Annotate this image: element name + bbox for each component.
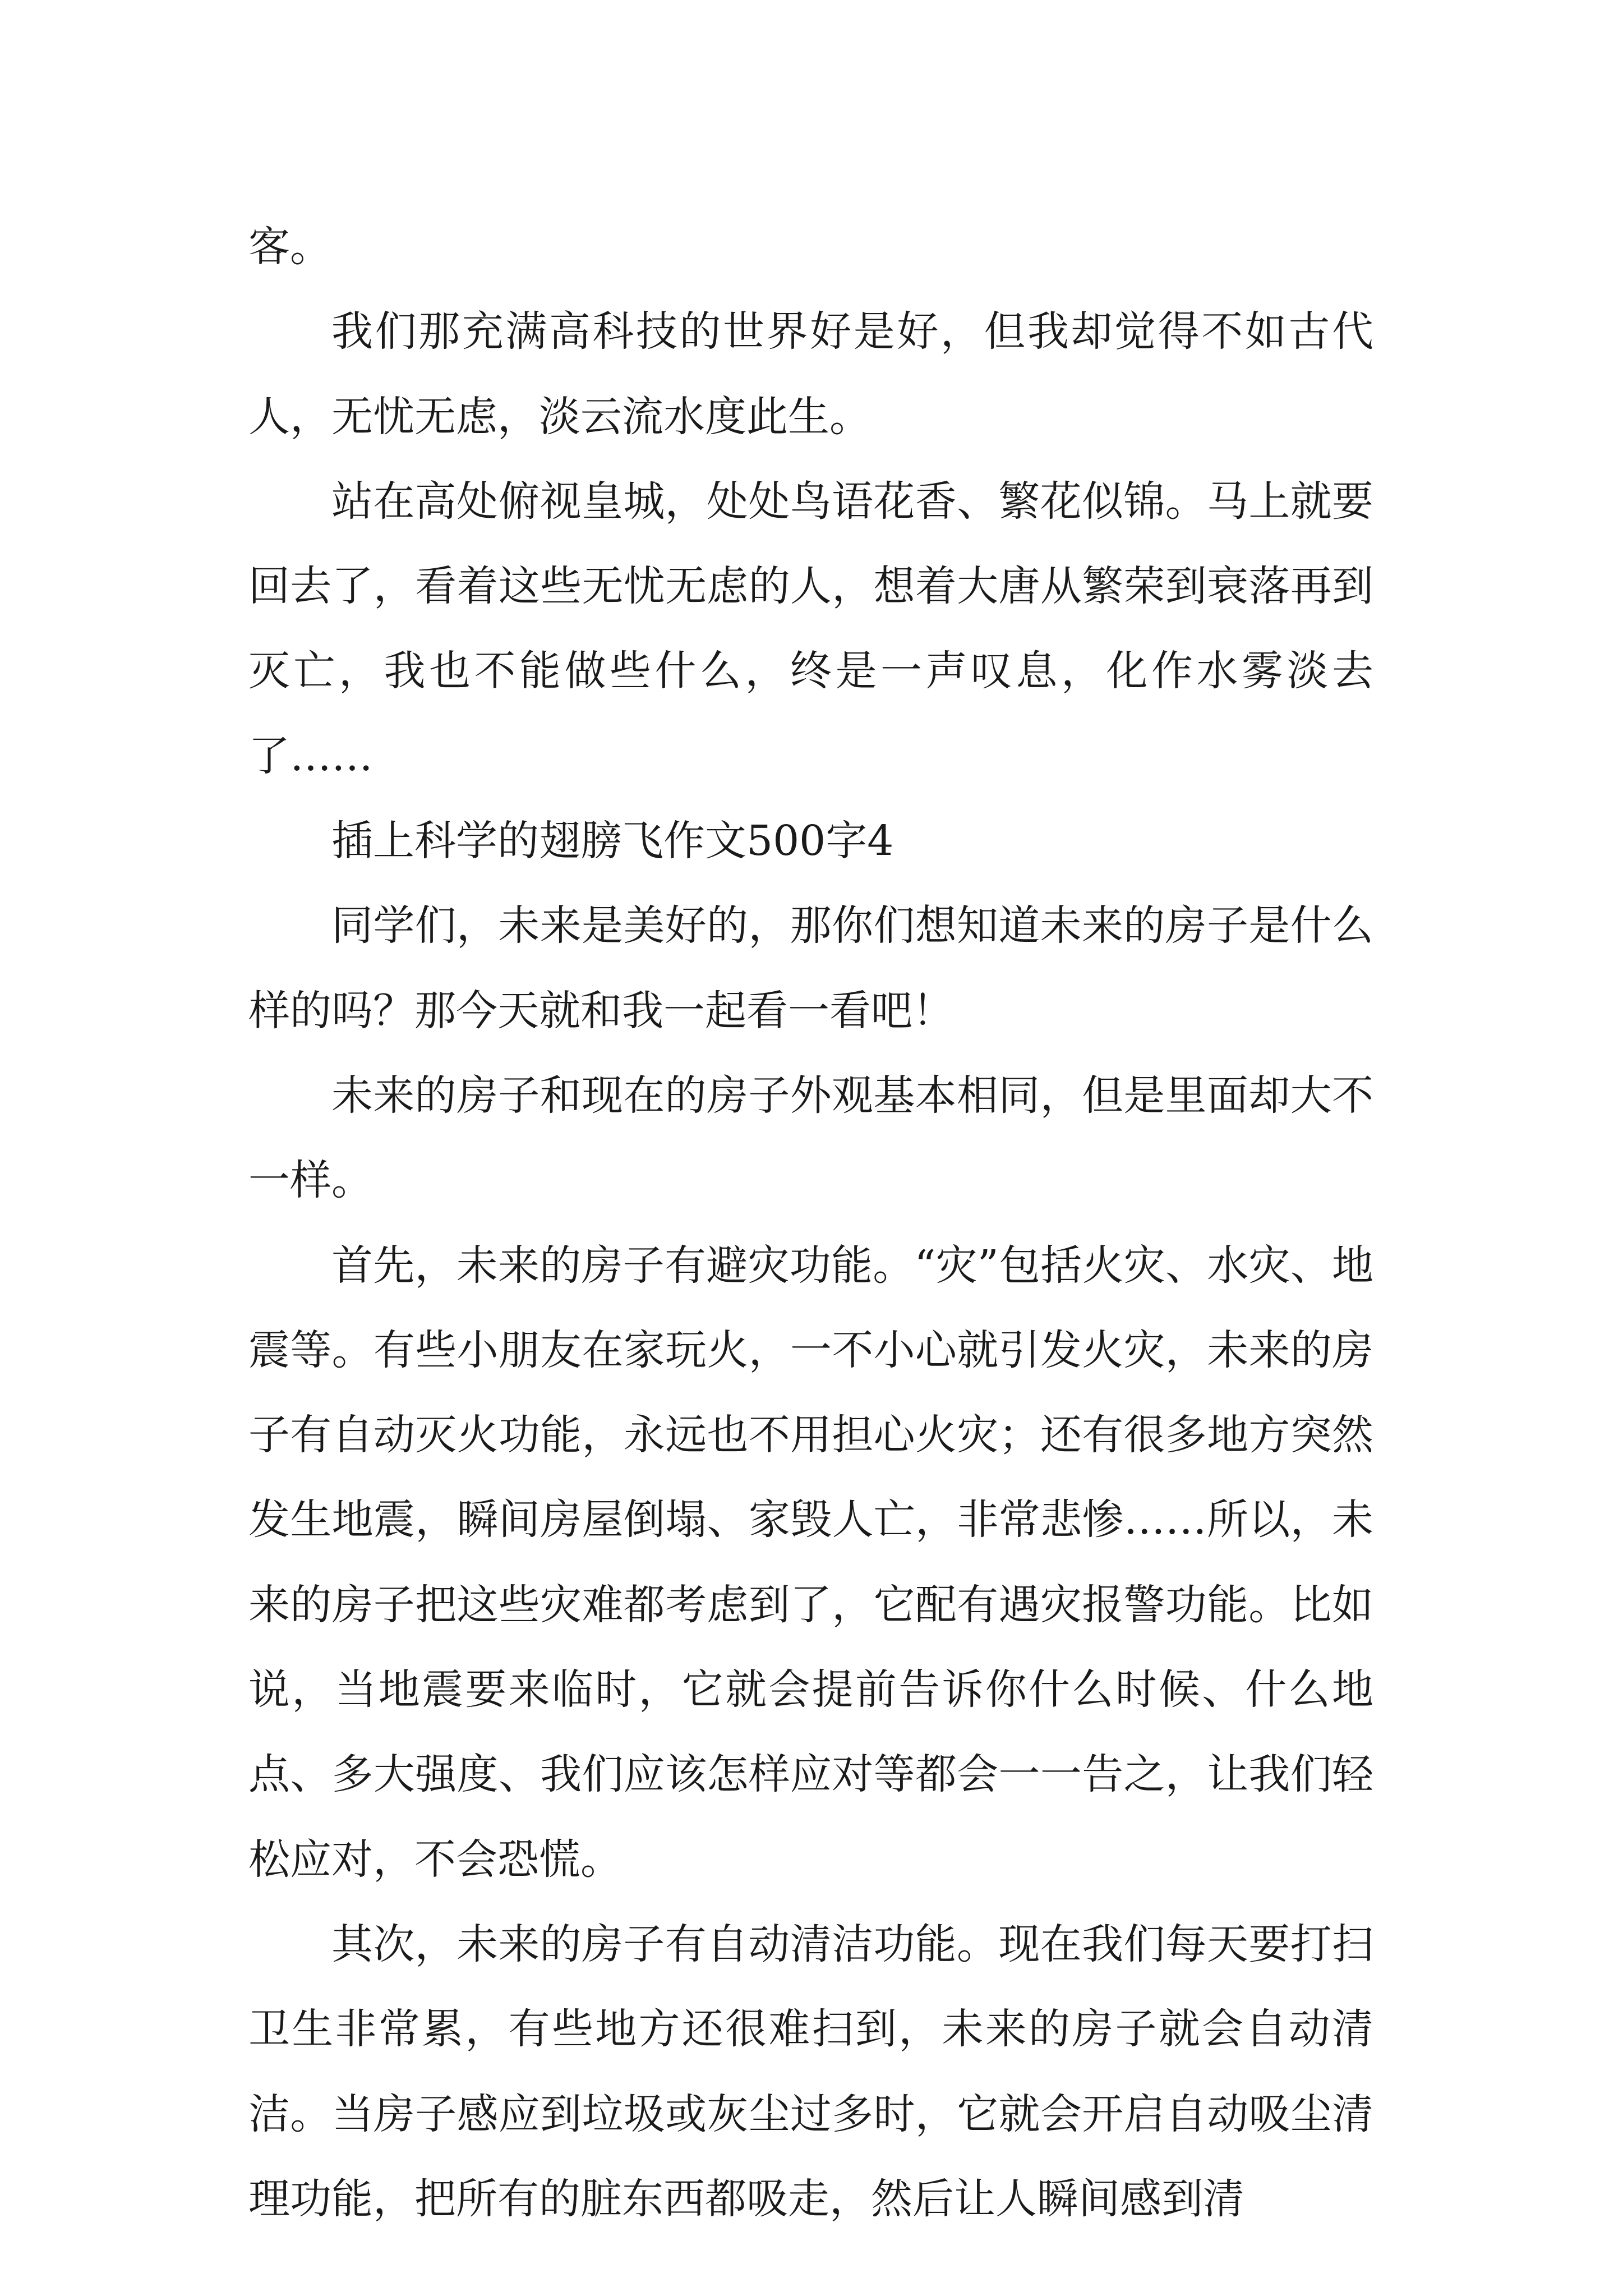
paragraph: 其次，未来的房子有自动清洁功能。现在我们每天要打扫卫生非常累，有些地方还很难扫到，未来的房子就会自动清洁。当房子感应到垃圾或灰尘过多时，它就会开启自动吸尘清理功能，把所有的脏东西都吸走，然后让人瞬间感到清 [248,1920,1373,2223]
paragraph: 首先，未来的房子有避灾功能。“灾”包括火灾、水灾、地震等。有些小朋友在家玩火，一不小心就引发火灾，未来的房子有自动灭火功能，永远也不用担心火灾；还有很多地方突然发生地震，瞬间房屋倒塌、家毁人亡，非常悲惨……所以，未来的房子把这些灾难都考虑到了，它配有遇灾报警功能。比如说，当地震要来临时，它就会提前告诉你什么时候、什么地点、多大强度、我们应该怎样应对等都会一一告之，让我们轻松应对，不会恐慌。 [248,1241,1373,1884]
paragraph: 站在高处俯视皇城，处处鸟语花香、繁花似锦。马上就要回去了，看着这些无忧无虑的人，想着大唐从繁荣到衰落再到灭亡，我也不能做些什么，终是一声叹息，化作水雾淡去了…… [248,477,1373,780]
paragraph-continuation: 客。 [248,223,331,271]
paragraph: 未来的房子和现在的房子外观基本相同，但是里面却大不一样。 [248,1071,1373,1205]
section-heading: 插上科学的翅膀飞作文500字4 [331,817,894,866]
document-body [248,205,1373,2242]
paragraph: 我们那充满高科技的世界好是好，但我却觉得不如古代人，无忧无虑，淡云流水度此生。 [248,307,1373,441]
paragraph: 同学们，未来是美好的，那你们想知道未来的房子是什么样的吗？那今天就和我一起看一看吧！ [248,901,1373,1035]
